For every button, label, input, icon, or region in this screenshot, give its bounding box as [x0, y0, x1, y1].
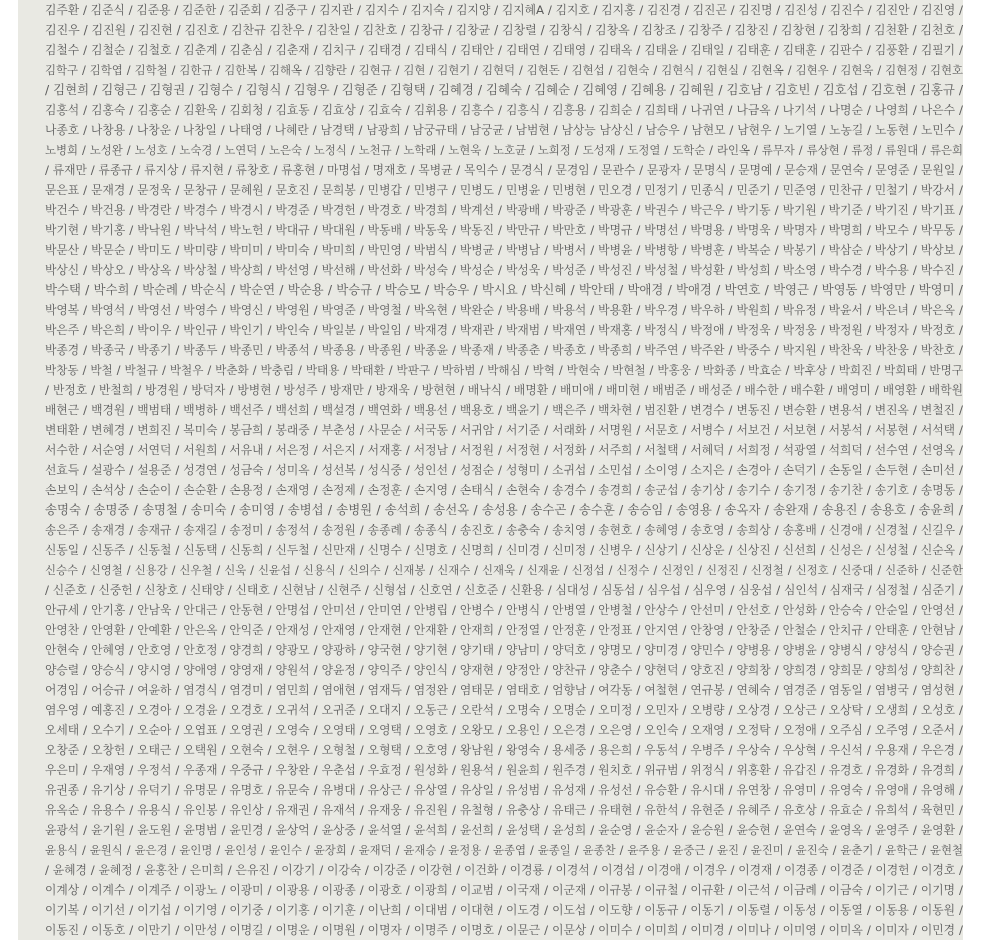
name-list-line: 오창준 / 오창헌 / 오태근 / 오택원 / 오현숙 / 오현우 / 오형철 / 오형택 / 오호영 / 왕남원 / 왕영숙 / 용세중 / 용은희 / 우동석 / 우병주 / 우상숙 / 우상혁 / 우신석 / 우용재 / 우은경 /	[45, 743, 963, 757]
name-list-line: 박종경 / 박종국 / 박종기 / 박종두 / 박종민 / 박종석 / 박종용 / 박종원 / 박종윤 / 박종재 / 박종춘 / 박종호 / 박종희 / 박주연 / 박주완 / 박중수 / 박지원 / 박찬욱 / 박찬웅 / 박찬호 /	[45, 343, 963, 357]
name-list-line: / 반정호 / 반철희 / 방경원 / 방덕자 / 방병현 / 방성주 / 방재만 / 방재욱 / 방현현 / 배낙식 / 배명환 / 배미애 / 배미현 / 배범준 / 배성준 / 배수한 / 배수환 / 배영미 / 배영환 / 배학원	[45, 383, 963, 397]
name-list-line: / 신준호 / 신중헌 / 신창호 / 신태양 / 신태호 / 신현남 / 신현주 / 신형섭 / 신호연 / 신호준 / 신환용 / 심대성 / 심동섭 / 심우섭 / 심우영 / 심웅섭 / 심인석 / 심재국 / 심정철 / 심준기 /	[45, 583, 963, 597]
name-list-line: 김진우 / 김진원 / 김진현 / 김진호 / 김찬규 김찬우 / 김찬일 / 김찬호 / 김창규 / 김창균 / 김창렬 / 김창식 / 김창옥 / 김창조 / 김창주 / 김창진 / 김창현 / 김창희 / 김천환 / 김천호 /	[45, 23, 963, 37]
name-list-line: 노병희 / 노성완 / 노성호 / 노숙경 / 노연덕 / 노은숙 / 노정식 / 노천규 / 노학래 / 노현욱 / 노호균 / 노희정 / 도성재 / 도정열 / 도학순 / 라인옥 / 류무자 / 류상현 / 류정 / 류원대 / 류은희	[45, 143, 963, 157]
name-list-line: 유권종 / 유기상 / 유덕기 / 유명문 / 유명호 / 유문숙 / 유병대 / 유상근 / 유상열 / 유상일 / 유성범 / 유성재 / 유성선 / 유승환 / 유시대 / 유연창 / 유영미 / 유영숙 / 유영애 / 유영해 /	[45, 783, 963, 797]
name-list-line: 박상신 / 박상오 / 박상옥 / 박상철 / 박상희 / 박선영 / 박선해 / 박선화 / 박성숙 / 박성순 / 박성욱 / 박성준 / 박성진 / 박성철 / 박성환 / 박성희 / 박소영 / 박수경 / 박수용 / 박수진 /	[45, 263, 963, 277]
name-list-line: 박기현 / 박기홍 / 박낙원 / 박낙석 / 박노헌 / 박대규 / 박대원 / 박동배 / 박동욱 / 박동진 / 박만규 / 박만호 / 박명규 / 박명선 / 박명용 / 박명욱 / 박명자 / 박명희 / 박모수 / 박무동 /	[45, 223, 963, 237]
name-list-line: / 윤혜경 / 윤혜정 / 윤홍찬 / 은미희 / 은유진 / 이강기 / 이강숙 / 이강준 / 이강현 / 이건화 / 이경룡 / 이경석 / 이경섭 / 이경애 / 이경우 / 이경재 / 이경종 / 이경준 / 이경헌 / 이경호 /	[45, 863, 963, 877]
name-list-line: 이기복 / 이기선 / 이기섭 / 이기영 / 이기중 / 이기홍 / 이기훈 / 이난희 / 이대범 / 이대현 / 이도경 / 이도섭 / 이도향 / 이동규 / 이동기 / 이동렬 / 이동성 / 이동열 / 이동용 / 이동원 /	[45, 903, 963, 917]
name-list-panel	[18, 0, 963, 940]
name-list-line: / 김현희 / 김형근 / 김형권 / 김형수 / 김형식 / 김형우 / 김형준 / 김형택 / 김혜경 / 김혜숙 / 김혜순 / 김혜영 / 김혜용 / 김혜원 / 김호남 / 김호빈 / 김호섭 / 김호현 / 김홍규 /	[45, 82, 963, 97]
name-list-line: 오세태 / 오수기 / 오순아 / 오엽표 / 오영권 / 오영숙 / 오영태 / 오영택 / 오영호 / 오왕모 / 오용인 / 오은경 / 오은영 / 오인숙 / 오재영 / 오정탁 / 오정애 / 오주심 / 오주영 / 오준서 /	[45, 723, 963, 737]
name-list-line: 안영찬 / 안영환 / 안예환 / 안은옥 / 안익준 / 안재성 / 안재영 / 안재현 / 안재환 / 안재희 / 안정열 / 안정훈 / 안정표 / 안지연 / 안창영 / 안창준 / 안철순 / 안치규 / 안태훈 / 안현남 /	[45, 623, 963, 637]
name-list-line: 이계상 / 이계수 / 이계주 / 이광노 / 이광미 / 이광용 / 이광종 / 이광호 / 이광희 / 이교범 / 이국재 / 이군재 / 이규봉 / 이규철 / 이규환 / 이근석 / 이금례 / 이금숙 / 이기근 / 이기명 /	[45, 883, 963, 897]
name-list-line: 안현숙 / 안혜영 / 안호영 / 안호정 / 양경희 / 양광모 / 양광하 / 양국현 / 양기현 / 양기태 / 양남미 / 양덕호 / 양명모 / 양미경 / 양민수 / 양병용 / 양병윤 / 양병식 / 양성식 / 양승권 /	[45, 643, 963, 657]
name-list-line: 선효득 / 설광수 / 설용준 / 성경연 / 성금숙 / 성미옥 / 성선복 / 성식중 / 성인선 / 성점순 / 성형미 / 소귀섭 / 소민섭 / 소이영 / 소지은 / 손경아 / 손덕기 / 손동일 / 손두현 / 손미선 /	[45, 463, 963, 477]
name-list-line: 나종호 / 나창용 / 나창운 / 나창일 / 나태영 / 나혜란 / 남경택 / 남광희 / 남궁규태 / 남궁균 / 남범현 / 남상능 남상신 / 남승우 / 남현모 / 남현우 / 노기열 / 노농길 / 노동현 / 노민수 /	[45, 123, 963, 137]
name-list-line: 염우영 / 예홍진 / 오경아 / 오경윤 / 오경호 / 오귀석 / 오귀준 / 오대지 / 오동근 / 오란석 / 오명숙 / 오명순 / 오미정 / 오민자 / 오병량 / 오상경 / 오상근 / 오상탁 / 오생희 / 오성호 /	[45, 703, 963, 717]
name-list-line: 문은표 / 문재경 / 문정욱 / 문창규 / 문혜원 / 문호진 / 문희봉 / 민병갑 / 민병구 / 민병도 / 민병윤 / 민병현 / 민오경 / 민정기 / 민종식 / 민준기 / 민준영 / 민찬규 / 민철기 / 박강서 /	[45, 183, 963, 197]
name-list-line: 어경임 / 어승규 / 여윤하 / 염경식 / 염경미 / 염민희 / 염애현 / 염재득 / 염정완 / 염태문 / 염태호 / 엄향남 / 여각동 / 여철현 / 연규봉 / 연혜숙 / 염경준 / 염동일 / 염병국 / 염성현 /	[45, 683, 963, 697]
name-list-line: 박창동 / 박철 / 박철규 / 박철우 / 박춘화 / 박충림 / 박태용 / 박태환 / 박판구 / 박하범 / 박해심 / 박혁 / 박현숙 / 박현철 / 박홍웅 / 박화종 / 박효순 / 박후상 / 박희진 / 박희태 / 반명구	[45, 363, 963, 377]
name-list	[18, 0, 963, 940]
name-list-line: 이동진 / 이동호 / 이만기 / 이만성 / 이명길 / 이명운 / 이명원 / 이명자 / 이명주 / 이명호 / 이문근 / 이문상 / 이미수 / 이미희 / 이미경 / 이미나 / 이미영 / 이미옥 / 이미자 / 이민경 /	[45, 923, 963, 937]
name-list-line: 송은주 / 송재경 / 송재규 / 송재길 / 송정미 / 송정석 / 송정원 / 송종례 / 송종식 / 송진호 / 송충숙 / 송치영 / 송현호 / 송혜영 / 송호영 / 송희상 / 송홍배 / 신경애 / 신경철 / 신길우 /	[45, 523, 963, 537]
name-list-line: 양승렬 / 양승식 / 양시영 / 양애영 / 양영재 / 양원석 / 양윤정 / 양익주 / 양인식 / 양재현 / 양정안 / 양찬규 / 양춘수 / 양현덕 / 양호진 / 양희창 / 양희경 / 양희문 / 양희성 / 양희찬 /	[45, 663, 963, 677]
name-list-line: 윤광석 / 윤기원 / 윤도원 / 윤명범 / 윤민경 / 윤상억 / 윤상중 / 윤석열 / 윤석희 / 윤선희 / 윤성택 / 윤성희 / 윤순영 / 윤순자 / 윤승원 / 윤승현 / 윤연숙 / 윤영옥 / 윤영주 / 윤영환 /	[45, 823, 963, 837]
name-list-line: 송명숙 / 송명중 / 송명철 / 송미숙 / 송미영 / 송병섭 / 송병원 / 송석희 / 송선옥 / 송성용 / 송수곤 / 송수훈 / 송승임 / 송영용 / 송옥자 / 송완재 / 송용진 / 송용호 / 송윤희 /	[45, 502, 963, 517]
name-list-line: 윤용식 / 윤원식 / 윤은경 / 윤인명 / 윤인성 / 윤인수 / 윤장희 / 윤재덕 / 윤재승 / 윤정용 / 윤종엽 / 윤종일 / 윤종찬 / 윤주용 / 윤중근 / 윤진 / 윤진미 / 윤진숙 / 윤춘기 / 윤학근 / 윤현철	[45, 843, 963, 857]
name-list-line: 안규세 / 안기홍 / 안남욱 / 안대근 / 안동현 / 안명섭 / 안미선 / 안미연 / 안병립 / 안병수 / 안병식 / 안병열 / 안병철 / 안상수 / 안선미 / 안선호 / 안성화 / 안승숙 / 안순일 / 안영선 /	[45, 603, 963, 617]
name-list-line: 변태환 / 변혜경 / 변희진 / 복미숙 / 봉금희 / 봉래중 / 부춘성 / 사문순 / 서국동 / 서귀암 / 서기준 / 서래화 / 서명원 / 서문호 / 서병수 / 서보건 / 서보현 / 서봉석 / 서봉현 / 서석택 /	[45, 423, 963, 437]
name-list-line: 김홍석 / 김홍숙 / 김홍순 / 김환욱 / 김회청 / 김효동 / 김효상 / 김효숙 / 김휘용 / 김흥수 / 김흥식 / 김흥용 / 김희순 / 김희태 / 나귀연 / 나금옥 / 나기석 / 나명순 / 나영희 / 나은수 /	[45, 103, 963, 117]
name-list-line: / 류재만 / 류종규 / 류지상 / 류지현 / 류창호 / 류홍현 / 마명섭 / 명재호 / 목병균 / 목익수 / 문경식 / 문경임 / 문관수 / 문광자 / 문명식 / 문명예 / 문승재 / 문연숙 / 문영준 / 문원일 /	[45, 163, 963, 177]
name-list-line: 박건수 / 박건용 / 박경란 / 박경수 / 박경시 / 박경준 / 박경헌 / 박경호 / 박경희 / 박계선 / 박광배 / 박광준 / 박광훈 / 박권수 / 박근우 / 박기동 / 박기원 / 박기준 / 박기진 / 박기표 /	[45, 203, 963, 217]
name-list-line: 신승수 / 신영철 / 신용강 / 신우철 / 신욱 / 신윤섭 / 신용식 / 신의수 / 신재봉 / 신재수 / 신재욱 / 신재윤 / 신정섭 / 신정수 / 신정인 / 신정진 / 신정철 / 신정호 / 신중대 / 신준하 / 신준한	[45, 563, 963, 577]
name-list-line: 박수택 / 박수희 / 박순례 / 박순식 / 박순연 / 박순용 / 박승규 / 박승모 / 박승우 / 박시요 / 박신혜 / 박안태 / 박애경 / 박애경 / 박연호 / 박영근 / 박영동 / 박영만 / 박영미 /	[45, 282, 963, 297]
name-list-line: 서수한 / 서순영 / 서연덕 / 서원희 / 서유내 / 서은정 / 서은지 / 서재홍 / 서정남 / 서정원 / 서정현 / 서정화 / 서주희 / 서철택 / 서혜덕 / 서희정 / 석광열 / 석희덕 / 선수연 / 선영옥 /	[45, 443, 963, 457]
name-list-line: 김철수 / 김철순 / 김철호 / 김춘계 / 김춘심 / 김춘재 / 김치구 / 김태경 / 김태식 / 김태안 / 김태연 / 김태영 / 김태옥 / 김태윤 / 김태일 / 김태훈 / 김태훈 / 김판수 / 김풍환 / 김필기 /	[45, 43, 963, 57]
name-list-line: 박문산 / 박문순 / 박미도 / 박미량 / 박미미 / 박미숙 / 박미희 / 박민영 / 박범식 / 박병균 / 박병남 / 박병서 / 박병윤 / 박병항 / 박병훈 / 박복순 / 박봉기 / 박삼순 / 박상기 / 박상보 /	[45, 243, 963, 257]
name-list-line: 박영복 / 박영석 / 박영선 / 박영수 / 박영신 / 박영원 / 박영준 / 박영철 / 박옥현 / 박완순 / 박용배 / 박용석 / 박용환 / 박우경 / 박우하 / 박원희 / 박유정 / 박윤서 / 박은녀 / 박은옥 /	[45, 303, 963, 317]
name-list-line: 배현근 / 백경원 / 백범태 / 백병하 / 백선주 / 백선희 / 백설경 / 백연화 / 백용선 / 백용호 / 백윤기 / 백은주 / 백차현 / 범진환 / 변경수 / 변동진 / 변승환 / 변용석 / 변진옥 / 변철진 /	[45, 403, 963, 417]
name-list-line: 유옥순 / 유용수 / 유용식 / 유인봉 / 유인상 / 유재권 / 유재석 / 유재웅 / 유진원 / 유철형 / 유충상 / 유태근 / 유태현 / 유한석 / 유현준 / 유혜주 / 유호상 / 유효순 / 유희석 / 육현민 /	[45, 803, 963, 817]
name-list-line: 김주환 / 김준식 / 김준용 / 김준한 / 김준회 / 김중구 / 김지관 / 김지수 / 김지숙 / 김지양 / 김지혜A / 김지호 / 김지홍 / 김진경 / 김진곤 / 김진명 / 김진성 / 김진수 / 김진안 / 김진영 /	[45, 3, 963, 17]
name-list-line: 박은주 / 박은희 / 박이우 / 박인규 / 박인기 / 박인숙 / 박일분 / 박일임 / 박재경 / 박재관 / 박재범 / 박재연 / 박재홍 / 박정식 / 박정애 / 박정욱 / 박정웅 / 박정원 / 박정자 / 박정호 /	[45, 323, 963, 337]
name-list-line: 신동일 / 신동주 / 신동철 / 신동택 / 신동희 / 신두철 / 신만재 / 신명수 / 신명호 / 신명희 / 신미경 / 신미정 / 신병우 / 신상기 / 신상운 / 신상진 / 신선희 / 신성은 / 신성철 / 신순옥 /	[45, 543, 963, 557]
name-list-line: 김학구 / 김학엽 / 김학철 / 김한규 / 김한복 / 김해옥 / 김향란 / 김현규 / 김현 / 김현기 / 김현덕 / 김현돈 / 김현섭 / 김현숙 / 김현식 / 김현실 / 김현옥 / 김현우 / 김현욱 / 김현정 / 김현호	[45, 63, 963, 77]
name-list-line: 우은미 / 우재영 / 우정석 / 우종재 / 우중규 / 우창완 / 우춘섭 / 우효정 / 원성화 / 원용석 / 원윤희 / 원주경 / 원치호 / 위규범 / 위정식 / 위홍환 / 유갑진 / 유경호 / 유경화 / 유경희 /	[45, 763, 963, 777]
name-list-line: 손보익 / 손석상 / 손순이 / 손순환 / 손용정 / 손재영 / 손정제 / 손정훈 / 손지영 / 손태식 / 손현숙 / 송경수 / 송경희 / 송군섭 / 송기상 / 송기수 / 송기정 / 송기찬 / 송기호 / 송명동 /	[45, 483, 963, 497]
